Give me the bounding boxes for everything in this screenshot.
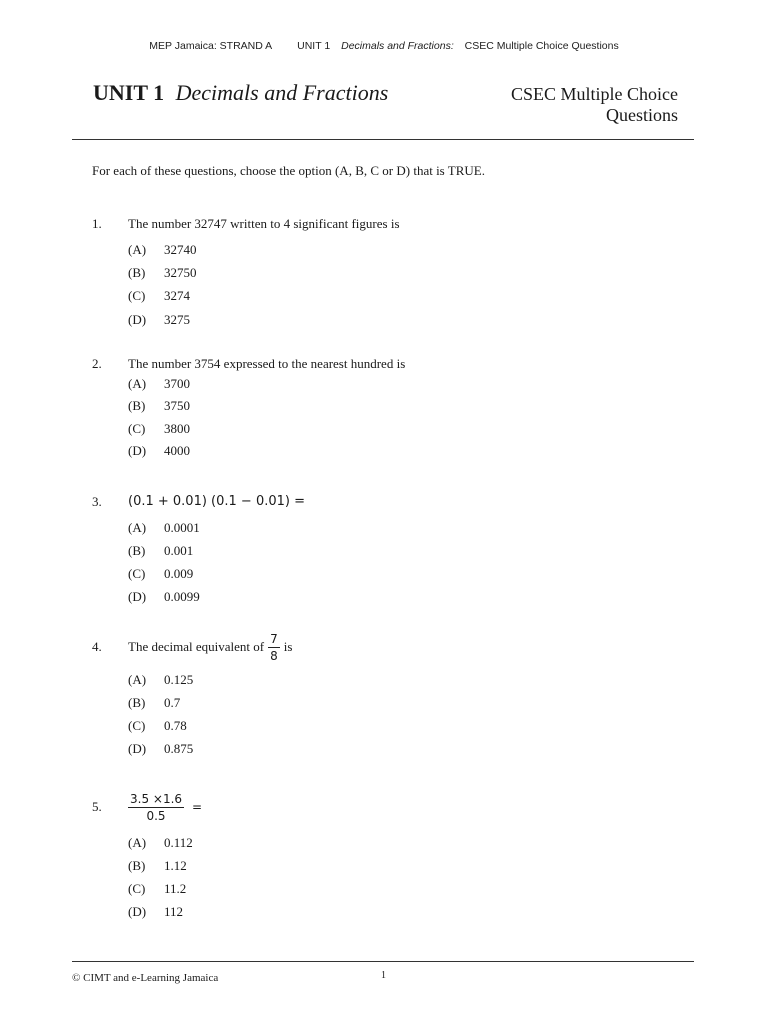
question-number: 2.	[92, 356, 102, 371]
option-value: 0.0001	[164, 520, 200, 535]
option-letter: (D)	[128, 443, 147, 458]
option-value: 0.875	[164, 741, 194, 756]
option-value: 3274	[164, 288, 190, 303]
option-letter: (A)	[128, 520, 147, 535]
option-value: 0.7	[164, 695, 181, 710]
option-letter: (D)	[128, 904, 147, 919]
fraction	[268, 632, 280, 663]
running-header	[0, 40, 768, 52]
title-subject: Decimals and Fractions	[175, 80, 389, 105]
fraction-denominator: 0.5	[146, 808, 166, 823]
option-letter: (B)	[128, 858, 146, 873]
equals-sign: =	[192, 800, 203, 814]
option-value: 0.001	[164, 543, 194, 558]
option-letter: (A)	[128, 242, 147, 257]
option-value: 0.78	[164, 718, 187, 733]
option-letter: (D)	[128, 741, 147, 756]
question-expression	[128, 788, 202, 826]
page-number: 1	[381, 970, 386, 981]
fraction-denominator: 8	[270, 648, 278, 663]
question-text	[128, 630, 292, 664]
question-number: 5.	[92, 799, 102, 814]
option-value: 3275	[164, 312, 190, 327]
fraction-numerator: 3.5 ×1.6	[130, 791, 183, 806]
question-text-before: The decimal equivalent of	[128, 639, 265, 654]
option-letter: (A)	[128, 672, 147, 687]
header-section: CSEC Multiple Choice Questions	[464, 40, 619, 52]
option-letter: (C)	[128, 288, 146, 303]
fraction-numerator: 7	[270, 631, 278, 646]
question-text-after: is	[283, 639, 293, 654]
option-value: 0.0099	[164, 589, 200, 604]
option-value: 0.009	[164, 566, 194, 581]
option-letter: (C)	[128, 421, 146, 436]
option-value: 3700	[164, 376, 190, 391]
option-value: 3800	[164, 421, 190, 436]
option-value: 4000	[164, 443, 190, 458]
footer-divider	[72, 961, 694, 962]
intro-text: For each of these questions, choose the option (A, B, C or D) that is TRUE.	[92, 163, 485, 178]
option-value: 32750	[164, 265, 197, 280]
title-right: CSEC Multiple Choice Questions	[510, 84, 678, 125]
option-letter: (B)	[128, 695, 146, 710]
question-text: The number 3754 expressed to the nearest hundred is	[128, 356, 406, 371]
option-letter: (B)	[128, 543, 146, 558]
option-value: 1.12	[164, 858, 187, 873]
option-value: 112	[164, 904, 184, 919]
question-expression: (0.1 + 0.01) (0.1 − 0.01) =	[128, 494, 305, 509]
header-strand: MEP Jamaica: STRAND A	[149, 40, 273, 52]
title-divider	[72, 139, 694, 140]
title-unit: UNIT 1	[93, 80, 165, 105]
question-number: 4.	[92, 639, 102, 654]
option-letter: (D)	[128, 312, 147, 327]
question-number: 3.	[92, 494, 102, 509]
option-letter: (C)	[128, 881, 146, 896]
question-text: The number 32747 written to 4 significant figures is	[128, 216, 400, 231]
option-value: 11.2	[164, 881, 187, 896]
page-title	[93, 80, 388, 106]
option-letter: (A)	[128, 376, 147, 391]
question-number: 1.	[92, 216, 102, 231]
option-letter: (C)	[128, 718, 146, 733]
option-value: 0.125	[164, 672, 194, 687]
option-letter: (B)	[128, 265, 146, 280]
option-letter: (D)	[128, 589, 147, 604]
option-value: 0.112	[164, 835, 193, 850]
header-unit: UNIT 1	[297, 40, 331, 52]
option-letter: (C)	[128, 566, 146, 581]
option-value: 3750	[164, 398, 190, 413]
option-letter: (A)	[128, 835, 147, 850]
option-letter: (B)	[128, 398, 146, 413]
footer-copyright: © CIMT and e-Learning Jamaica	[72, 972, 219, 984]
header-topic: Decimals and Fractions:	[341, 40, 454, 52]
fraction	[128, 792, 184, 823]
option-value: 32740	[164, 242, 197, 257]
